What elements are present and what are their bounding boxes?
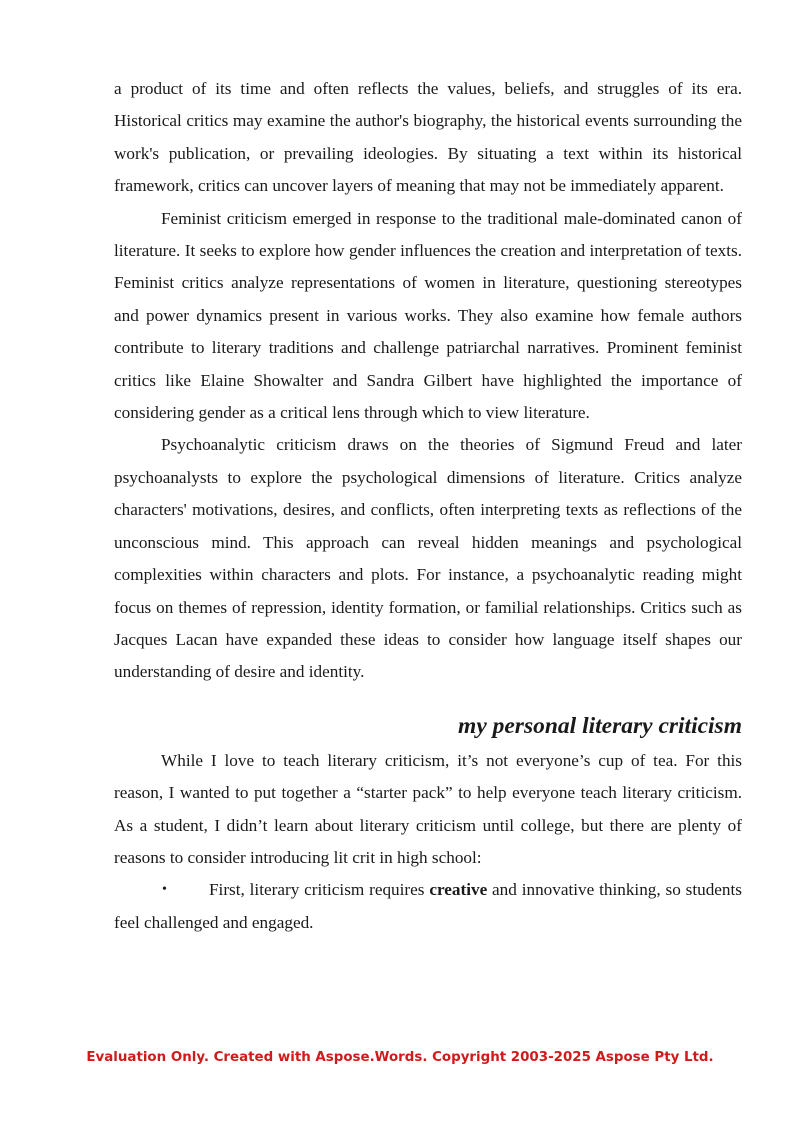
section-heading: my personal literary criticism bbox=[458, 712, 742, 739]
paragraph-feminist: Feminist criticism emerged in response to the traditional male-dominated canon of literature. It seeks to explore how gender influences the creation and interpretation of texts. Feminist critics analyze representations of women in literature, questioning stereotypes and power dynamics present in various works. They also examine how female authors contribute to literary traditions and challenge patriarchal narratives. Prominent feminist critics like Elaine Showalter and Sandra Gilbert have highlighted the importance of considering gender as a critical lens through which to view literature. bbox=[114, 208, 742, 423]
bullet-bold-word: creative bbox=[429, 880, 488, 900]
paragraph-historical-tail: a product of its time and often reflects the values, beliefs, and struggles of its era. Historical critics may examine the author's biography, the historical events surrounding the work's publication, or prevailing ideologies. By situating a text within its historical framework, critics can uncover layers of meaning that may not be immediately apparent. bbox=[114, 79, 742, 196]
evaluation-watermark: Evaluation Only. Created with Aspose.Words. Copyright 2003-2025 Aspose Pty Ltd. bbox=[86, 1050, 714, 1065]
paragraph-psychoanalytic: Psychoanalytic criticism draws on the theories of Sigmund Freud and later psychoanalysts to explore the psychological dimensions of literature. Critics analyze characters' motivations, desires, and conflicts, often interpreting texts as reflections of the unconscious mind. This approach can reveal hidden meanings and psychological complexities within characters and plots. For instance, a psychoanalytic reading might focus on themes of repression, identity formation, or familial relationships. Critics such as Jacques Lacan have expanded these ideas to consider how language itself shapes our understanding of desire and identity. bbox=[114, 435, 742, 682]
bullet-text-start: First, literary criticism requires bbox=[209, 880, 430, 900]
page-body bbox=[114, 73, 742, 939]
bullet-marker: • bbox=[162, 882, 167, 898]
paragraph-intro: While I love to teach literary criticism, it’s not everyone’s cup of tea. For this reason, I wanted to put together a “starter pack” to help everyone teach literary criticism. As a student, I didn’t learn about literary criticism until college, but there are plenty of reasons to consider introducing lit crit in high school: bbox=[114, 750, 742, 867]
bullet-text-end: and innovative thinking, so students feel challenged and engaged. bbox=[114, 880, 742, 932]
bullet-item bbox=[114, 874, 742, 939]
